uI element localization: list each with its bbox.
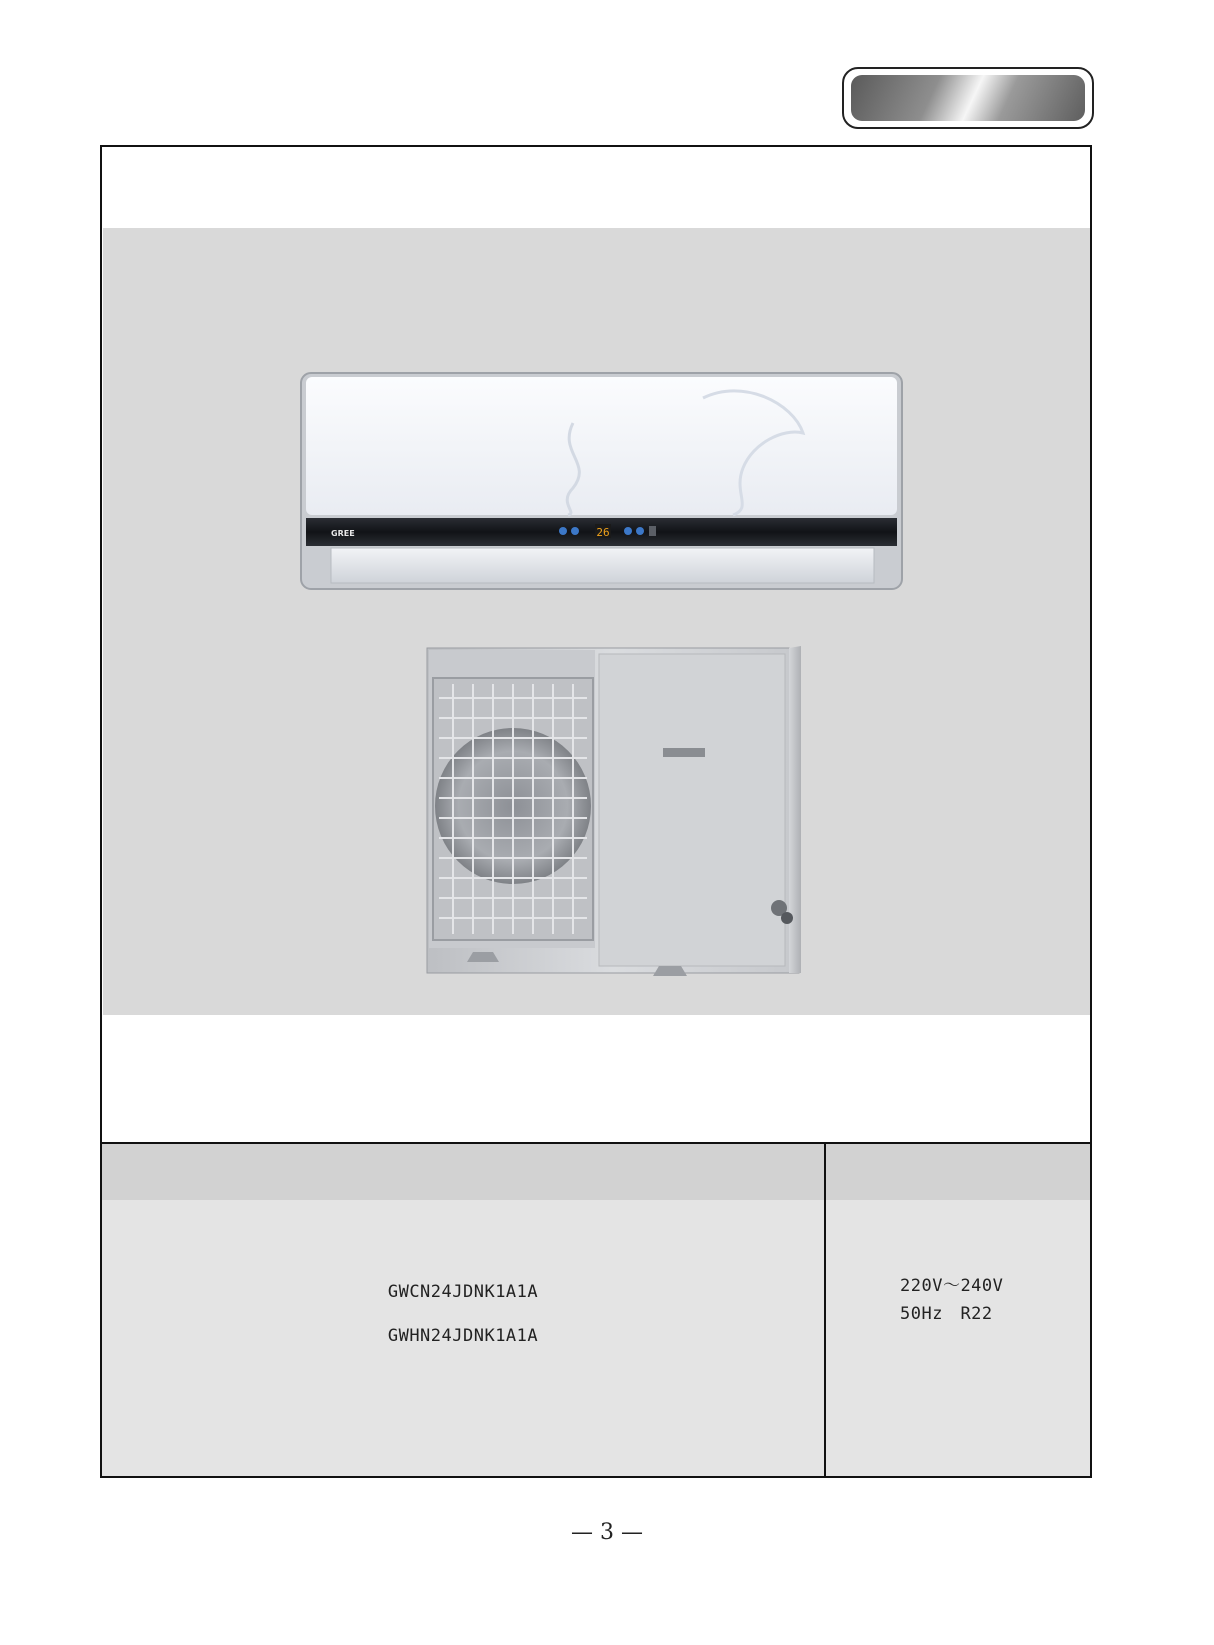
indoor-temperature-display: 26 [596,526,610,539]
chapter-tab-gradient [851,75,1085,121]
indoor-unit-logo: GREE [331,529,355,538]
spec-voltage: 220V～240V [900,1276,1004,1296]
model-list [102,1270,824,1358]
outdoor-unit [427,646,801,976]
product-photo [103,228,1090,1015]
spec-frequency-refrigerant: 50Hz R22 [900,1304,993,1324]
model-name: GWCN24JDNK1A1A [387,1282,539,1302]
indoor-unit [301,373,902,589]
spec-list [826,1272,1090,1328]
model-name: GWHN24JDNK1A1A [387,1326,539,1346]
chapter-tab [842,67,1094,129]
page-number: — 3 — [571,1520,643,1545]
product-frame [100,145,1092,1478]
table-header-row [102,1142,1090,1202]
